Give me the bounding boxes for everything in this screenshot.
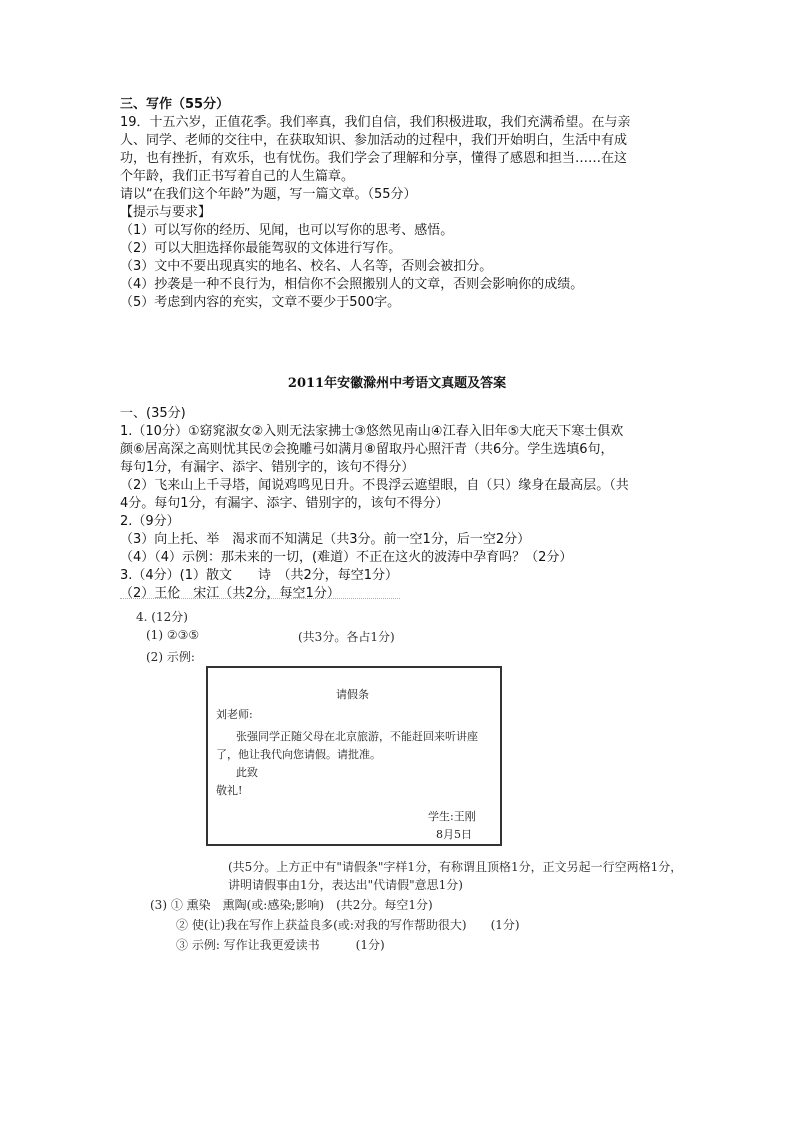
scan-q4-3a: (3) ① 熏染 熏陶(或:感染;影响) (共2分。每空1分)	[150, 898, 433, 912]
scan-score-note: (共5分。上方正中有"请假条"字样1分，有称谓且顶格1分，正文另起一行空两格1分，	[228, 860, 683, 874]
answer-line: （3）向上托、举 渴求而不知满足（共3分。前一空1分，后一空2分）	[120, 532, 531, 547]
writing-line: 请以“在我们这个年龄”为题，写一篇文章。（55分）	[120, 187, 417, 202]
note-date: 8月5日	[436, 828, 472, 841]
note-closing: 此致	[236, 766, 258, 779]
scan-q4: 4. (12分)	[136, 610, 188, 624]
scanned-answer-image	[120, 596, 683, 956]
note-signature: 学生:王刚	[428, 810, 476, 823]
writing-line: （4）抄袭是一种不良行为，相信你不会照搬别人的文章，否则会影响你的成绩。	[120, 277, 584, 292]
answer-line: （4）（4）示例：那未来的一切，(难道）不正在这火的波涛中孕育吗？（2分）	[120, 550, 573, 565]
note-closing: 敬礼!	[216, 784, 243, 797]
writing-section	[120, 96, 680, 312]
answer-line: 每句1分，有漏字、添字、错别字的，该句不得分）	[120, 460, 415, 475]
writing-line: （5）考虑到内容的充实，文章不要少于500字。	[120, 295, 401, 310]
answer-line: 3.（4分）(1）散文 诗 （共2分，每空1分）	[120, 568, 399, 583]
answer-line: （2）飞来山上千寻塔，闻说鸡鸣见日升。不畏浮云遮望眼，自（只）缘身在最高层。（共	[120, 478, 629, 493]
scan-score-note: 讲明请假事由1分，表达出"代请假"意思1分)	[228, 878, 463, 892]
writing-line: （1）可以写你的经历、见闻，也可以写你的思考、感悟。	[120, 223, 454, 238]
writing-heading: 三、写作（55分）	[120, 97, 230, 112]
answer-line: （2）王伦 宋江（共2分，每空1分）	[120, 586, 340, 601]
writing-line: （2）可以大胆选择你最能驾驭的文体进行写作。	[120, 241, 402, 256]
answer-line: 一、(35分)	[120, 406, 186, 421]
answer-line: 2.（9分）	[120, 514, 180, 529]
scan-q4-1-score: (共3分。各占1分)	[298, 630, 395, 644]
writing-line: 【提示与要求】	[120, 205, 212, 220]
answer-line: 4分。每句1分，有漏字、添字、错别字的，该句不得分）	[120, 496, 449, 511]
writing-line: （3）文中不要出现真实的地名、校名、人名等，否则会被扣分。	[120, 259, 493, 274]
leave-note-frame	[206, 666, 502, 846]
answer-line: 1.（10分）①窈窕淑女②入则无法家拂士③悠然见南山④江春入旧年⑤大庇天下寒士俱欢	[120, 424, 624, 439]
writing-line: 功，也有挫折，有欢乐，也有忧伤。我们学会了理解和分享，懂得了感恩和担当……在这	[120, 151, 628, 166]
scan-q4-1: (1) ②③⑤	[146, 628, 200, 642]
answers-section	[120, 405, 680, 603]
scan-q4-3b: ② 使(让)我在写作上获益良多(或:对我的写作帮助很大) (1分)	[176, 918, 520, 932]
note-salutation: 刘老师:	[216, 708, 253, 721]
writing-line: 19．十五六岁，正值花季。我们率真，我们自信，我们积极进取，我们充满希望。在与亲	[120, 115, 631, 130]
scan-q4-3c: ③ 示例: 写作让我更爱读书 (1分)	[176, 938, 385, 952]
scan-q4-2: (2) 示例:	[146, 650, 195, 664]
writing-line: 个年龄，我们正书写着自己的人生篇章。	[120, 169, 355, 184]
answer-line: 颜⑥居高深之高则忧其民⑦会挽雕弓如满月⑧留取丹心照汗青（共6分。学生选填6句，	[120, 442, 614, 457]
note-title: 请假条	[336, 688, 369, 701]
note-body-line: 张强同学正随父母在北京旅游，不能赶回来听讲座	[236, 730, 478, 743]
document-title: 2011年安徽滁州中考语文真题及答案	[287, 376, 507, 391]
scan-top-edge	[120, 598, 400, 607]
note-body-line: 了，他让我代向您请假。请批准。	[216, 748, 381, 761]
writing-line: 人、同学、老师的交往中，在获取知识、参加活动的过程中，我们开始明白，生活中有成	[120, 133, 628, 148]
